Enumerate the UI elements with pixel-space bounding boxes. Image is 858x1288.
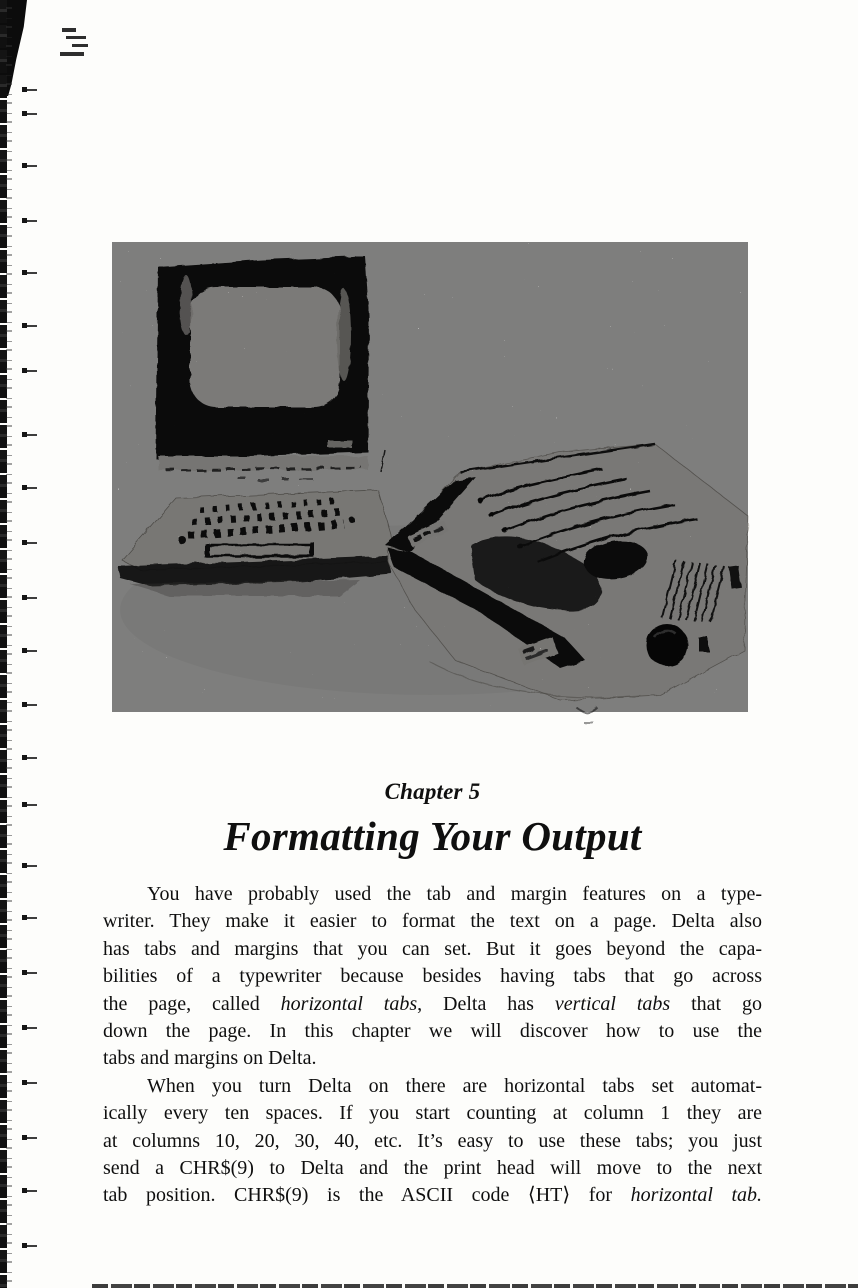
margin-tick: [22, 163, 27, 168]
margin-tick: [22, 915, 27, 920]
margin-tick: [22, 595, 27, 600]
paragraph-2: [103, 1073, 762, 1210]
chapter-title: Formatting Your Output: [223, 813, 642, 859]
page-gutter-shadow-noise: [6, 0, 12, 1288]
paragraph-1: [103, 881, 762, 1073]
margin-tick: [22, 485, 27, 490]
margin-tick: [22, 702, 27, 707]
margin-tick: [22, 218, 27, 223]
margin-tick: [22, 755, 27, 760]
text-line: at columns 10, 20, 30, 40, etc. It’s easy to use these tabs; you just: [103, 1129, 762, 1152]
body-text: [103, 881, 762, 1210]
text-line: When you turn Delta on there are horizontal tabs set automat-: [147, 1074, 762, 1097]
scanned-photo: [100, 235, 760, 745]
text-line: ically every ten spaces. If you start counting at column 1 they are: [103, 1102, 762, 1125]
margin-tick: [22, 1135, 27, 1140]
halftone-grain: [112, 242, 748, 712]
margin-scribble: [66, 36, 86, 39]
margin-tick: [22, 323, 27, 328]
text-column: [103, 779, 762, 1210]
text-line: has tabs and margins that you can set. But it goes beyond the capa-: [103, 937, 762, 960]
text-line: send a CHR$(9) to Delta and the print head will move to the next: [103, 1157, 762, 1180]
text-line: tab position. CHR$(9) is the ASCII code ⟨HT⟩ for horizontal tab.: [103, 1184, 762, 1207]
text-line: tabs and margins on Delta.: [103, 1047, 317, 1070]
margin-tick: [22, 270, 27, 275]
margin-tick: [22, 648, 27, 653]
margin-tick: [22, 1080, 27, 1085]
page-bottom-edge: [92, 1284, 858, 1288]
margin-tick: [22, 863, 27, 868]
text-line: down the page. In this chapter we will discover how to use the: [103, 1020, 762, 1043]
margin-tick: [22, 87, 27, 92]
margin-tick: [22, 1243, 27, 1248]
margin-tick: [22, 1025, 27, 1030]
text-line: writer. They make it easier to format the text on a page. Delta also: [103, 910, 762, 933]
chapter-label: Chapter 5: [384, 779, 481, 804]
text-line: bilities of a typewriter because besides having tabs that go across: [103, 965, 762, 988]
margin-scribble: [60, 52, 84, 56]
margin-tick: [22, 802, 27, 807]
margin-tick: [22, 432, 27, 437]
margin-scribble: [62, 28, 76, 32]
text-line: You have probably used the tab and margin features on a type-: [147, 883, 762, 905]
margin-tick: [22, 1188, 27, 1193]
margin-tick: [22, 111, 27, 116]
margin-tick: [22, 540, 27, 545]
margin-scribble: [72, 44, 88, 47]
text-line: the page, called horizontal tabs, Delta has vertical tabs that go: [103, 992, 762, 1015]
margin-tick: [22, 970, 27, 975]
margin-tick: [22, 368, 27, 373]
